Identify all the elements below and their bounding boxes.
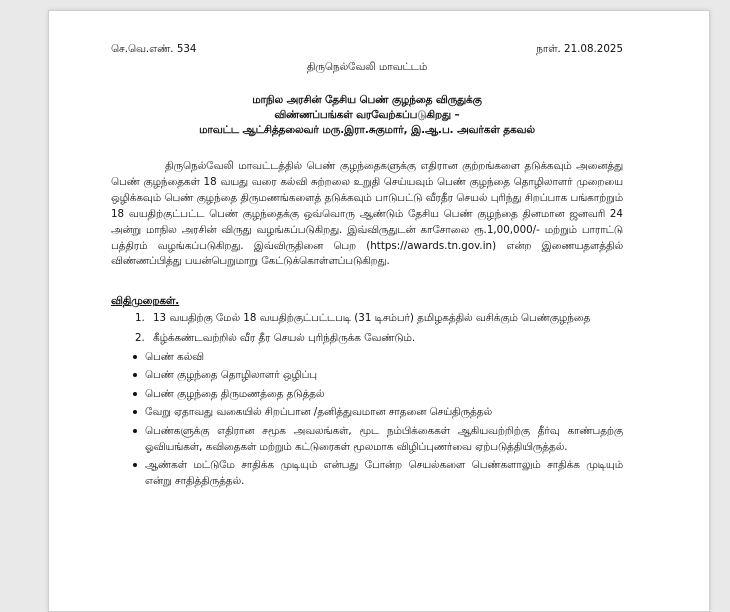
rule-item-1 (111, 310, 623, 326)
bullet-icon (133, 392, 137, 396)
headline-line-3: மாவட்ட ஆட்சித்தலைவர் மரு.இரா.சுகுமார், இ.ஆ.ப. அவர்கள் தகவல் (199, 124, 535, 136)
reference-number: செ.வெ.எண். 534 (111, 43, 197, 55)
bullet-icon (133, 410, 137, 414)
bullet-icon (133, 429, 137, 433)
list-item: பெண் குழந்தை தொழிலாளர் ஒழிப்பு (111, 367, 623, 383)
rule-item-2 (111, 330, 623, 346)
bullet-icon (133, 355, 137, 359)
headline-line-1: மாநில அரசின் தேசிய பெண் குழந்தை விருதுக்கு (252, 94, 482, 106)
list-item: பெண் கல்வி (111, 349, 623, 365)
list-item: பெண் குழந்தை திருமணத்தை தடுத்தல் (111, 386, 623, 402)
list-item: ஆண்கள் மட்டுமே சாதிக்க முடியும் என்பது போன்ற செயல்களை பெண்களாலும் சாதிக்க முடியும் என்று சாதித்திருத்தல். (111, 457, 623, 489)
rule-number: 2. (135, 332, 145, 345)
rule-text: கீழ்க்கண்டவற்றில் வீர தீர செயல் புரிந்திருக்க வேண்டும். (153, 332, 416, 345)
body-paragraph: திருநெல்வேலி மாவட்டத்தில் பெண் குழந்தைகளுக்கு எதிரான குற்றங்களை தடுக்கவும் அனைத்து பெண் குழந்தைகள் 18 வயது வரை கல்வி சுற்றலை உறுதி செய்யவும் பெண் குழந்தை தொழிலாளர் முறையை ஒழிக்கவும் பெண் குழந்தை திருமணங்களைத் தடுக்கவும் பாடுபட்டு வீரதீர செயல் புரிந்து சிறப்பாக பங்காற்றும் 18 வயதிற்குட்பட்ட பெண் குழந்தைக்கு ஒவ்வொரு ஆண்டும் தேசிய பெண் குழந்தை தினமான ஜனவரி 24 அன்று மாநில அரசின் விருது வழங்கப்படுகிறது. இவ்விருதுடன் காசோலை ரூ.1,00,000/- மற்றும் பாராட்டு பத்திரம் வழங்கப்படுகிறது. இவ்விருதினை பெற (https://awards.tn.gov.in) என்ற இணையதளத்தில் விண்ணப்பித்து பயன்பெறுமாறு கேட்டுக்கொள்ளப்படுகிறது. (111, 160, 623, 268)
document-date: நாள். 21.08.2025 (536, 43, 623, 55)
list-item: பெண்களுக்கு எதிரான சமூக அவலங்கள், மூட நம்பிக்கைகள் ஆகியவற்றிற்கு தீர்வு காண்பதற்கு ஓவியங்கள், கவிதைகள் மற்றும் கட்டுரைகள் மூலமாக விழிப்புணர்வை ஏற்படுத்தியிருத்தல். (111, 423, 623, 455)
rule-text: 13 வயதிற்கு மேல் 18 வயதிற்குட்பட்டபடி (31 டிசம்பர்) தமிழகத்தில் வசிக்கும் பெண்குழந்தை (153, 312, 591, 325)
rules-title: விதிமுறைகள். (111, 295, 180, 308)
headline-block (111, 93, 623, 138)
rule-number: 1. (135, 312, 145, 325)
headline-line-2: விண்ணப்பங்கள் வரவேற்கப்படுகிறது – (274, 109, 460, 121)
document-content (111, 41, 623, 489)
district-name: திருநெல்வேலி மாவட்டம் (306, 61, 428, 73)
bullet-icon (133, 373, 137, 377)
criteria-list (111, 349, 623, 490)
document-page (48, 10, 710, 612)
header-line (111, 41, 623, 57)
bullet-icon (133, 463, 137, 467)
list-item: வேறு ஏதாவது வகையில் சிறப்பான /தனித்துவமான சாதனை செய்திருத்தல் (111, 404, 623, 420)
